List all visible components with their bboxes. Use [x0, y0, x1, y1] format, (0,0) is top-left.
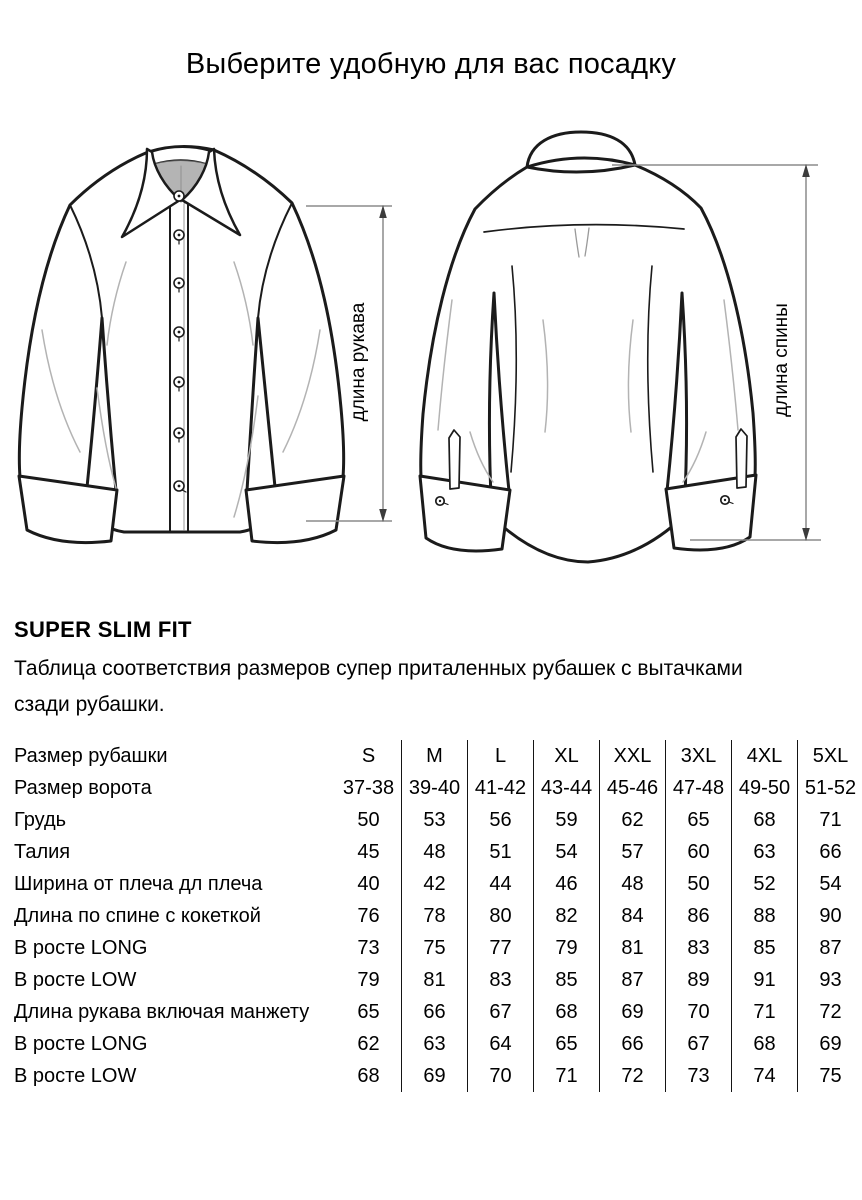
size-value-cell: 54	[534, 836, 600, 868]
size-value-cell: 66	[798, 836, 862, 868]
table-row	[14, 868, 862, 900]
row-label: В росте LONG	[14, 936, 148, 959]
size-value-cell: 66	[600, 1028, 666, 1060]
size-value-cell: 63	[732, 836, 798, 868]
size-value-cell: 85	[732, 932, 798, 964]
back-length-label: длина спины	[771, 303, 792, 417]
size-value-cell: 45	[357, 840, 380, 863]
front-silhouette	[19, 146, 343, 532]
size-value-cell: 88	[732, 900, 798, 932]
size-value-cell: 79	[357, 968, 380, 991]
size-value-cell: 67	[468, 996, 534, 1028]
size-value-cell: L	[468, 740, 534, 772]
size-value-cell: 56	[468, 804, 534, 836]
size-value-cell: 71	[798, 804, 862, 836]
size-value-cell: 82	[534, 900, 600, 932]
row-label: Длина по спине с кокеткой	[14, 904, 261, 927]
size-value-cell: 84	[600, 900, 666, 932]
arrow-up-icon	[802, 164, 810, 177]
row-label: Длина рукава включая манжету	[14, 1000, 310, 1023]
size-value-cell: 65	[357, 1000, 380, 1023]
size-value-cell: 71	[534, 1060, 600, 1092]
size-value-cell: 48	[402, 836, 468, 868]
size-value-cell: 51-52	[798, 772, 862, 804]
size-value-cell: 91	[732, 964, 798, 996]
arrow-up-icon	[379, 205, 387, 218]
size-value-cell: S	[361, 744, 376, 767]
back-collar	[527, 132, 635, 167]
size-value-cell: 76	[357, 904, 380, 927]
row-label: Ширина от плеча дл плеча	[14, 872, 263, 895]
size-value-cell: 75	[402, 932, 468, 964]
table-row	[14, 932, 862, 964]
size-value-cell: 68	[732, 804, 798, 836]
size-value-cell: 73	[357, 936, 380, 959]
size-value-cell: 50	[357, 808, 380, 831]
size-value-cell: XXL	[600, 740, 666, 772]
row-label: В росте LOW	[14, 1064, 137, 1087]
shirt-diagrams	[0, 113, 862, 585]
size-value-cell: 93	[798, 964, 862, 996]
size-value-cell: XL	[534, 740, 600, 772]
size-value-cell: 74	[732, 1060, 798, 1092]
size-value-cell: 4XL	[732, 740, 798, 772]
sleeve-length-label: длина рукава	[348, 302, 369, 422]
size-value-cell: 68	[357, 1064, 380, 1087]
size-value-cell: 48	[600, 868, 666, 900]
size-value-cell: 90	[798, 900, 862, 932]
size-value-cell: 57	[600, 836, 666, 868]
size-value-cell: 86	[666, 900, 732, 932]
size-value-cell: 68	[732, 1028, 798, 1060]
arrow-down-icon	[802, 528, 810, 541]
fit-description	[14, 651, 743, 723]
table-row	[14, 836, 862, 868]
size-value-cell: 39-40	[402, 772, 468, 804]
size-value-cell: 78	[402, 900, 468, 932]
table-row	[14, 1060, 862, 1092]
size-value-cell: 69	[402, 1060, 468, 1092]
size-value-cell: 75	[798, 1060, 862, 1092]
size-value-cell: 64	[468, 1028, 534, 1060]
size-value-cell: 41-42	[468, 772, 534, 804]
size-value-cell: 44	[468, 868, 534, 900]
shirt-front-drawing	[19, 146, 344, 542]
size-value-cell: 63	[402, 1028, 468, 1060]
size-value-cell: 72	[798, 996, 862, 1028]
table-row	[14, 804, 862, 836]
shirt-back-drawing	[420, 132, 756, 562]
page-title: Выберите удобную для вас посадку	[185, 48, 677, 80]
row-label: Размер ворота	[14, 776, 152, 799]
size-value-cell: 69	[798, 1028, 862, 1060]
size-value-cell: 68	[534, 996, 600, 1028]
size-value-cell: 66	[402, 996, 468, 1028]
size-value-cell: 87	[798, 932, 862, 964]
size-value-cell: 71	[732, 996, 798, 1028]
size-value-cell: 73	[666, 1060, 732, 1092]
size-value-cell: 42	[402, 868, 468, 900]
table-row	[14, 740, 862, 772]
size-value-cell: 50	[666, 868, 732, 900]
row-label: В росте LOW	[14, 968, 137, 991]
size-value-cell: 81	[402, 964, 468, 996]
size-table	[14, 740, 862, 1092]
table-row	[14, 1028, 862, 1060]
size-value-cell: 60	[666, 836, 732, 868]
row-label: Размер рубашки	[14, 744, 168, 767]
size-value-cell: 47-48	[666, 772, 732, 804]
size-value-cell: 40	[357, 872, 380, 895]
size-value-cell: 83	[666, 932, 732, 964]
size-value-cell: 81	[600, 932, 666, 964]
size-value-cell: 70	[468, 1060, 534, 1092]
size-value-cell: 65	[666, 804, 732, 836]
fit-description-line1: Таблица соответствия размеров супер приталенных рубашек с вытачками	[14, 657, 743, 680]
size-value-cell: 83	[468, 964, 534, 996]
size-value-cell: 43-44	[534, 772, 600, 804]
size-value-cell: 54	[798, 868, 862, 900]
size-value-cell: 53	[402, 804, 468, 836]
size-value-cell: 37-38	[342, 776, 395, 799]
size-value-cell: 5XL	[798, 740, 862, 772]
size-value-cell: 49-50	[732, 772, 798, 804]
size-value-cell: 70	[666, 996, 732, 1028]
table-row	[14, 996, 862, 1028]
size-value-cell: 51	[468, 836, 534, 868]
fit-description-line2: сзади рубашки.	[14, 693, 165, 716]
size-value-cell: 59	[534, 804, 600, 836]
size-value-cell: 45-46	[600, 772, 666, 804]
size-value-cell: 46	[534, 868, 600, 900]
table-row	[14, 900, 862, 932]
size-value-cell: 67	[666, 1028, 732, 1060]
size-value-cell: 72	[600, 1060, 666, 1092]
size-value-cell: 3XL	[666, 740, 732, 772]
size-value-cell: 80	[468, 900, 534, 932]
row-label: Грудь	[14, 808, 67, 831]
size-value-cell: 85	[534, 964, 600, 996]
size-value-cell: 87	[600, 964, 666, 996]
table-row	[14, 772, 862, 804]
size-value-cell: 89	[666, 964, 732, 996]
size-value-cell: 62	[357, 1032, 380, 1055]
size-value-cell: 65	[534, 1028, 600, 1060]
size-value-cell: 62	[600, 804, 666, 836]
row-label: Талия	[14, 840, 71, 863]
arrow-down-icon	[379, 509, 387, 522]
size-value-cell: 79	[534, 932, 600, 964]
fit-heading: SUPER SLIM FIT	[14, 617, 192, 642]
size-value-cell: M	[402, 740, 468, 772]
size-table-body	[14, 740, 862, 1092]
row-label: В росте LONG	[14, 1032, 148, 1055]
size-value-cell: 69	[600, 996, 666, 1028]
back-left-cuff	[420, 476, 510, 551]
size-value-cell: 52	[732, 868, 798, 900]
table-row	[14, 964, 862, 996]
size-value-cell: 77	[468, 932, 534, 964]
